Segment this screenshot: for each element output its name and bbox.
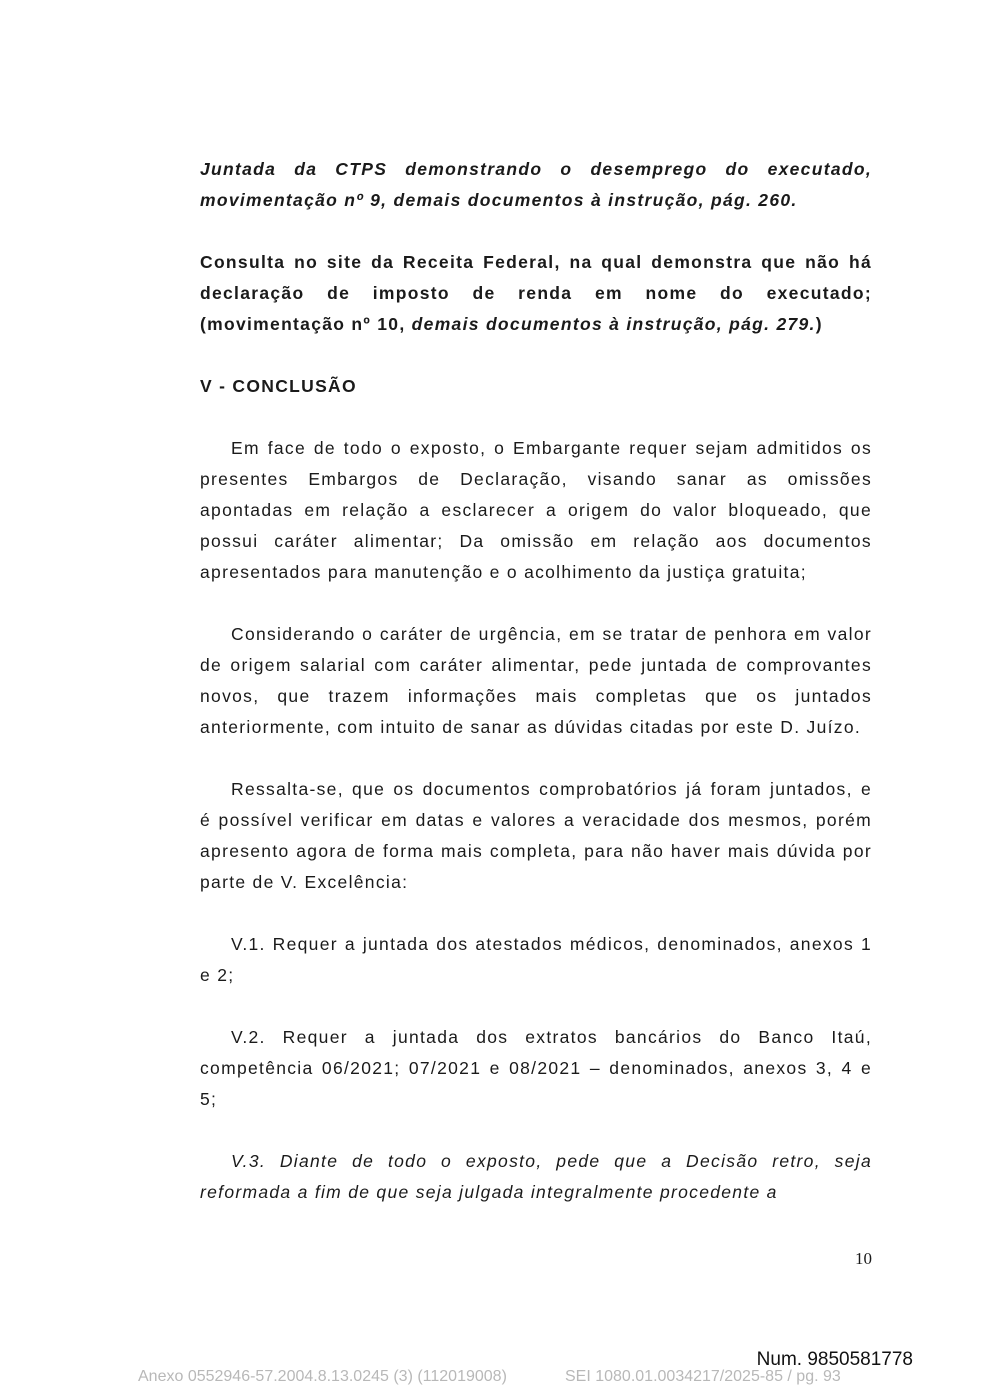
- paragraph-documents-note: Ressalta-se, que os documentos comprobatórios já foram juntados, e é possível verificar em datas e valores a veracidade dos mesmos, porém apresento agora de forma mais completa, para não haver mais dúvida por parte de V. Excelência:: [200, 779, 872, 892]
- document-body: [200, 154, 872, 1208]
- paragraph-receita-federal-reference: demais documentos à instrução, pág. 279.: [411, 314, 816, 334]
- paragraph-receita-federal-close: ): [815, 314, 823, 334]
- watermark-annex-reference: Anexo 0552946-57.2004.8.13.0245 (3) (112019008): [138, 1368, 507, 1385]
- section-heading-conclusion: V - CONCLUSÃO: [200, 376, 357, 396]
- paragraph-ctps-evidence: Juntada da CTPS demonstrando o desemprego do executado, movimentação nº 9, demais documentos à instrução, pág. 260.: [200, 159, 872, 210]
- document-number: Num. 9850581778: [756, 1349, 913, 1370]
- paragraph-receita-federal: [200, 247, 872, 340]
- paragraph-conclusion-request: Em face de todo o exposto, o Embargante requer sejam admitidos os presentes Embargos de Declaração, visando sanar as omissões apontadas em relação a esclarecer a origem do valor bloqueado, que possui caráter alimentar; Da omissão em relação aos documentos apresentados para manutenção e o acolhimento da justiça gratuita;: [200, 438, 872, 582]
- watermark-sei-reference: SEI 1080.01.0034217/2025-85 / pg. 93: [565, 1368, 841, 1385]
- paragraph-receita-federal-text: Consulta no site da Receita Federal, na qual demonstra que não há declaração de imposto de renda em nome do executado; (movimentação nº 10,: [200, 252, 872, 334]
- paragraph-request-v2: V.2. Requer a juntada dos extratos bancários do Banco Itaú, competência 06/2021; 07/2021 e 08/2021 – denominados, anexos 3, 4 e 5;: [200, 1027, 872, 1109]
- paragraph-request-v3: V.3. Diante de todo o exposto, pede que a Decisão retro, seja reformada a fim de que seja julgada integralmente procedente a: [200, 1151, 872, 1202]
- paragraph-urgency: Considerando o caráter de urgência, em se tratar de penhora em valor de origem salarial com caráter alimentar, pede juntada de comprovantes novos, que trazem informações mais completas que os juntados anteriormente, com intuito de sanar as dúvidas citadas por este D. Juízo.: [200, 624, 872, 737]
- paragraph-request-v1: V.1. Requer a juntada dos atestados médicos, denominados, anexos 1 e 2;: [200, 934, 872, 985]
- page-number: 10: [855, 1249, 872, 1268]
